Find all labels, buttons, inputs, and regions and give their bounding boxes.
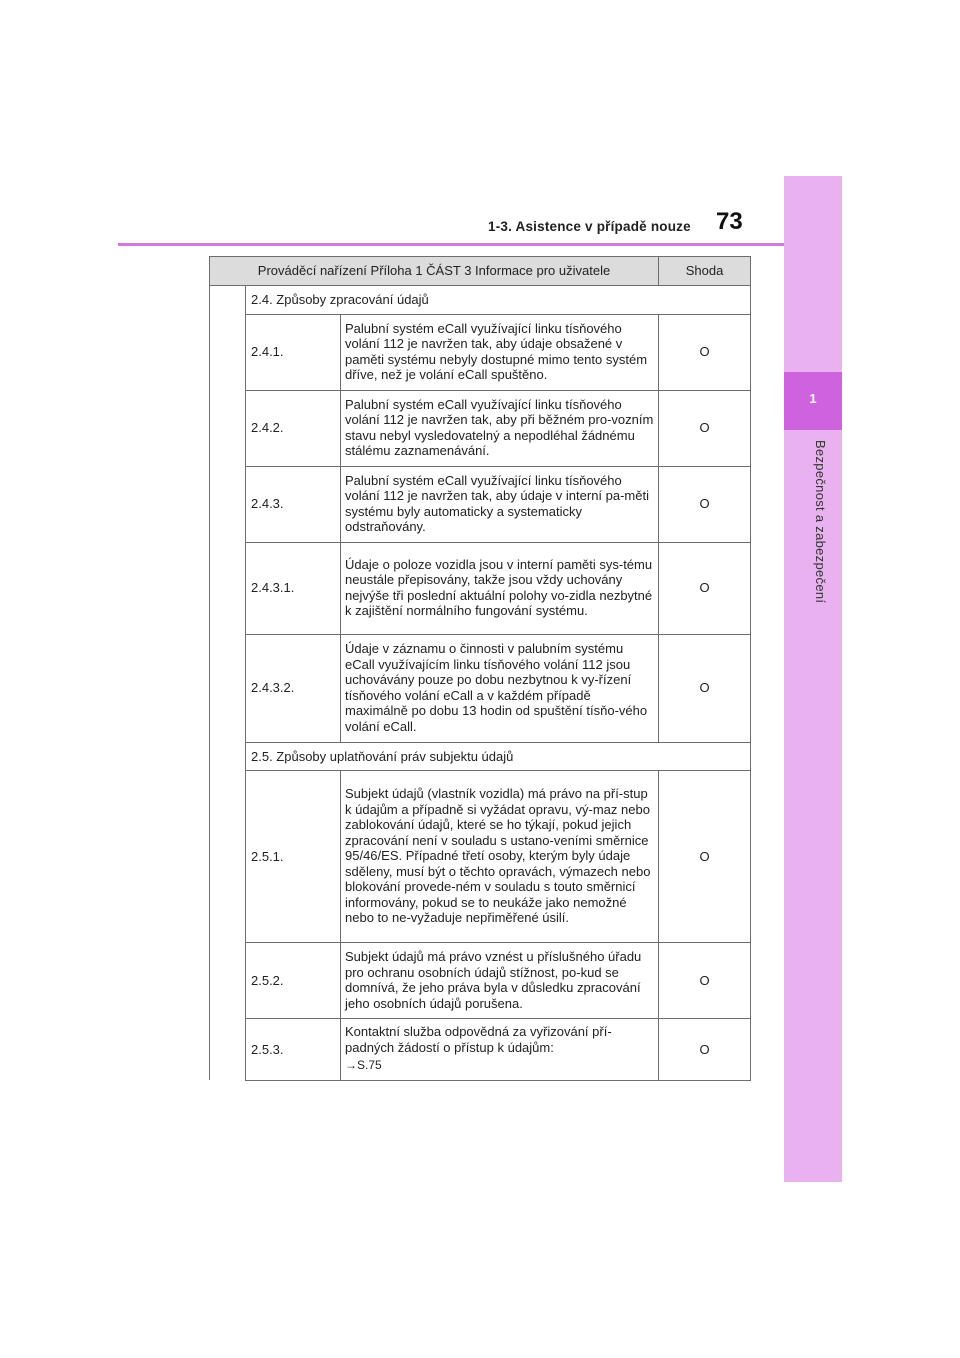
section-title: 2.5. Způsoby uplatňování práv subjektu údajů [246,742,751,771]
table-row [210,542,751,634]
page-number: 73 [716,208,743,235]
row-text: Subjekt údajů má právo vznést u příslušného úřadu pro ochranu osobních údajů stížnost, po-kud se domnívá, že jeho práva byla v důsledku zpracování jeho osobních údajů porušena. [341,943,659,1019]
row-id: 2.4.3. [246,466,341,542]
table-row [210,771,751,943]
row-mark: O [659,314,751,390]
row-text: Palubní systém eCall využívající linku tísňového volání 112 je navržen tak, aby při běžném pro-vozním stavu nebyl vysledovatelný a nepodléhal žádnému stálému zaznamenávání. [341,390,659,466]
row-text: Údaje o poloze vozidla jsou v interní paměti sys-tému neustále přepisovány, takže jsou vždy uchovány nejvýše tři poslední aktuální polohy vo-zidla nezbytné k zajištění normálního fungování systému. [341,542,659,634]
row-text-cell [341,1019,659,1081]
table-row [210,943,751,1019]
row-id: 2.4.2. [246,390,341,466]
row-text: Údaje v záznamu o činnosti v palubním systému eCall využívajícím linku tísňového volání 112 jsou uchovávány pouze po dobu nezbytnou k vy-řízení tísňového volání eCall a v každém případě maximálně po dobu 13 hodin od spuštění tísňo-vého volání eCall. [341,634,659,742]
row-id: 2.4.3.2. [246,634,341,742]
indent-cell [210,286,246,743]
page-reference-link[interactable]: →S.75 [345,1058,382,1072]
table-row [210,634,751,742]
indent-cell [210,742,246,1080]
compliance-table [209,256,751,1081]
chapter-side-tab [784,176,842,1182]
section-title: 1-3. Asistence v případě nouze [488,219,691,234]
row-mark: O [659,390,751,466]
row-text: Subjekt údajů (vlastník vozidla) má právo na pří-stup k údajům a případně si vyžádat opravu, vý-maz nebo zablokování údajů, které se ho týkají, pokud jejich zpracování není v souladu s ustano-veními směrnice 95/46/ES. Případné třetí osoby, kterým byly údaje sděleny, musí být o těchto opravách, výmazech nebo blokování provede-ném v souladu s touto směrnicí informovány, pokud se to neukáže jako nemožné nebo to ne-vyžaduje nepřiměřené úsilí. [341,771,659,943]
row-text: Palubní systém eCall využívající linku tísňového volání 112 je navržen tak, aby údaje obsažené v paměti systému nebyly dostupné mimo tento systém dříve, než je volání eCall spuštěno. [341,314,659,390]
header-rule [118,243,784,246]
row-id: 2.4.1. [246,314,341,390]
row-mark: O [659,771,751,943]
table-row [210,314,751,390]
header-requirement: Prováděcí nařízení Příloha 1 ČÁST 3 Informace pro uživatele [210,257,659,286]
table-header-row [210,257,751,286]
row-mark: O [659,634,751,742]
section-row [210,742,751,771]
chapter-title: Bezpečnost a zabezpečení [813,440,828,604]
row-id: 2.4.3.1. [246,542,341,634]
section-row [210,286,751,315]
row-id: 2.5.2. [246,943,341,1019]
chapter-number: 1 [809,391,817,406]
table-row [210,1019,751,1081]
section-title: 2.4. Způsoby zpracování údajů [246,286,751,315]
row-mark: O [659,1019,751,1081]
row-text: Palubní systém eCall využívající linku tísňového volání 112 je navržen tak, aby údaje v interní pa-měti systému byly automaticky a systematicky odstraňovány. [341,466,659,542]
row-mark: O [659,542,751,634]
row-mark: O [659,466,751,542]
row-text: Kontaktní služba odpovědná za vyřizování pří-padných žádostí o přístup k údajům: [345,1024,612,1055]
table-row [210,466,751,542]
row-id: 2.5.1. [246,771,341,943]
row-mark: O [659,943,751,1019]
header-compliance: Shoda [659,257,751,286]
row-id: 2.5.3. [246,1019,341,1081]
table-row [210,390,751,466]
